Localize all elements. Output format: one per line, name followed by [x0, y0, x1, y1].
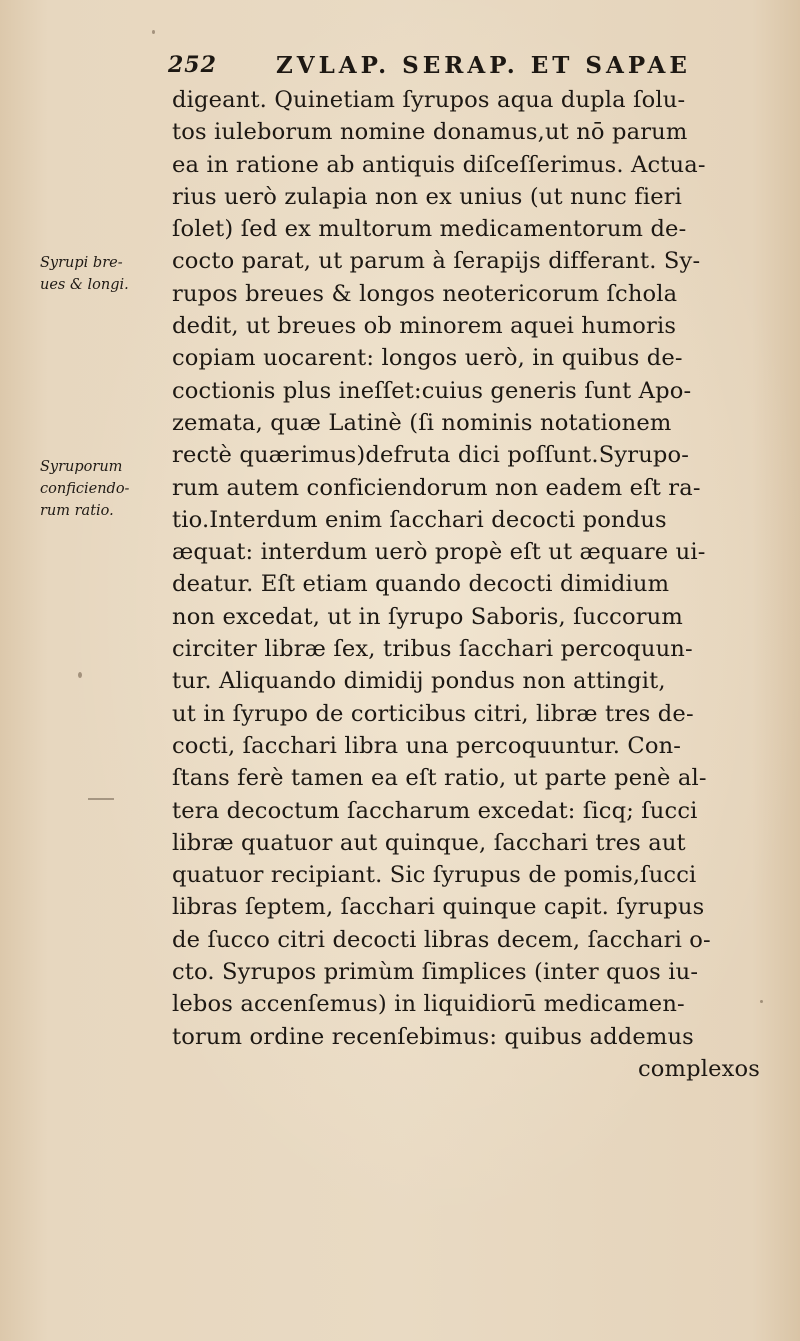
- text-line: ea in ratione ab antiquis diſceſſerimus. Actua-: [172, 151, 706, 178]
- page-header: [168, 52, 748, 88]
- text-line: ut in ſyrupo de corticibus citri, libræ tres de-: [172, 700, 694, 727]
- text-line: deatur. Eſt etiam quando decocti dimidium: [172, 571, 670, 598]
- text-line: de ſucco citri decocti libras decem, ſacchari o-: [172, 926, 711, 953]
- margin-note-line: conficiendo-: [40, 481, 130, 497]
- text-line: rius uerò zulapia non ex unius (ut nunc fieri: [172, 183, 683, 210]
- paper-speck: [78, 672, 82, 678]
- text-line: rum autem conficiendorum non eadem eſt ra-: [172, 474, 701, 501]
- text-line: libræ quatuor aut quinque, ſacchari tres aut: [172, 829, 686, 856]
- text-line: quatuor recipiant. Sic ſyrupus de pomis,ſucci: [172, 862, 697, 889]
- paper-speck: [760, 1000, 763, 1003]
- text-line: torum ordine recenſebimus: quibus addemus: [172, 1023, 694, 1050]
- text-line: non excedat, ut in ſyrupo Saboris, ſuccorum: [172, 603, 683, 630]
- text-line: tur. Aliquando dimidij pondus non attingit,: [172, 668, 666, 695]
- text-line: digeant. Quinetiam ſyrupos aqua dupla ſolu-: [172, 87, 686, 113]
- catchword: complexos: [637, 1055, 760, 1082]
- text-line: tera decoctum ſaccharum excedat: ſicq; ſucci: [172, 797, 698, 824]
- text-line: ſolet) ſed ex multorum medicamentorum de-: [172, 216, 687, 243]
- text-line: copiam uocarent: longos uerò, in quibus de-: [172, 345, 683, 372]
- pencil-mark: [88, 798, 114, 800]
- text-line: libras ſeptem, ſacchari quinque capit. ſyrupus: [172, 894, 705, 921]
- text-line: cto. Syrupos primùm ſimplices (inter quos iu-: [172, 959, 699, 986]
- text-line: cocti, ſacchari libra una percoquuntur. Con-: [172, 732, 682, 759]
- text-line: æquat: interdum uerò propè eſt ut æquare ui-: [172, 539, 706, 566]
- margin-note-line: rum ratio.: [40, 503, 114, 519]
- page-number: 252: [168, 52, 217, 78]
- running-head: ZVLAP. SERAP. ET SAPAE: [276, 52, 691, 79]
- margin-note-syrupi: [40, 252, 165, 296]
- text-line: coctionis plus ineſſet:cuius generis ſunt Apo-: [172, 377, 692, 404]
- body-text: [172, 84, 770, 1085]
- text-line: lebos accenſemus) in liquidiorū medicamen-: [172, 991, 685, 1018]
- margin-note-syruporum: [40, 456, 165, 522]
- text-line: ſtans ferè tamen ea eſt ratio, ut parte penè al-: [172, 765, 707, 792]
- text-line: tio.Interdum enim ſacchari decocti pondus: [172, 506, 667, 533]
- margin-note-line: ues & longi.: [40, 277, 129, 293]
- text-line: zemata, quæ Latinè (ſi nominis notationem: [172, 409, 672, 436]
- text-line: circiter libræ ſex, tribus ſacchari percoquun-: [172, 636, 693, 663]
- paper-speck: [152, 30, 155, 34]
- text-line: tos iuleborum nomine donamus,ut nō parum: [172, 119, 688, 146]
- text-line: rectè quærimus)defruta dici poſſunt.Syrupo-: [172, 442, 690, 469]
- margin-note-line: Syrupi bre-: [40, 255, 123, 271]
- text-line: dedit, ut breues ob minorem aquei humoris: [172, 313, 677, 340]
- text-line: cocto parat, ut parum à ſerapijs differant. Sy-: [172, 248, 701, 275]
- margin-note-line: Syruporum: [40, 459, 123, 475]
- text-line: rupos breues & longos neotericorum ſchola: [172, 280, 678, 307]
